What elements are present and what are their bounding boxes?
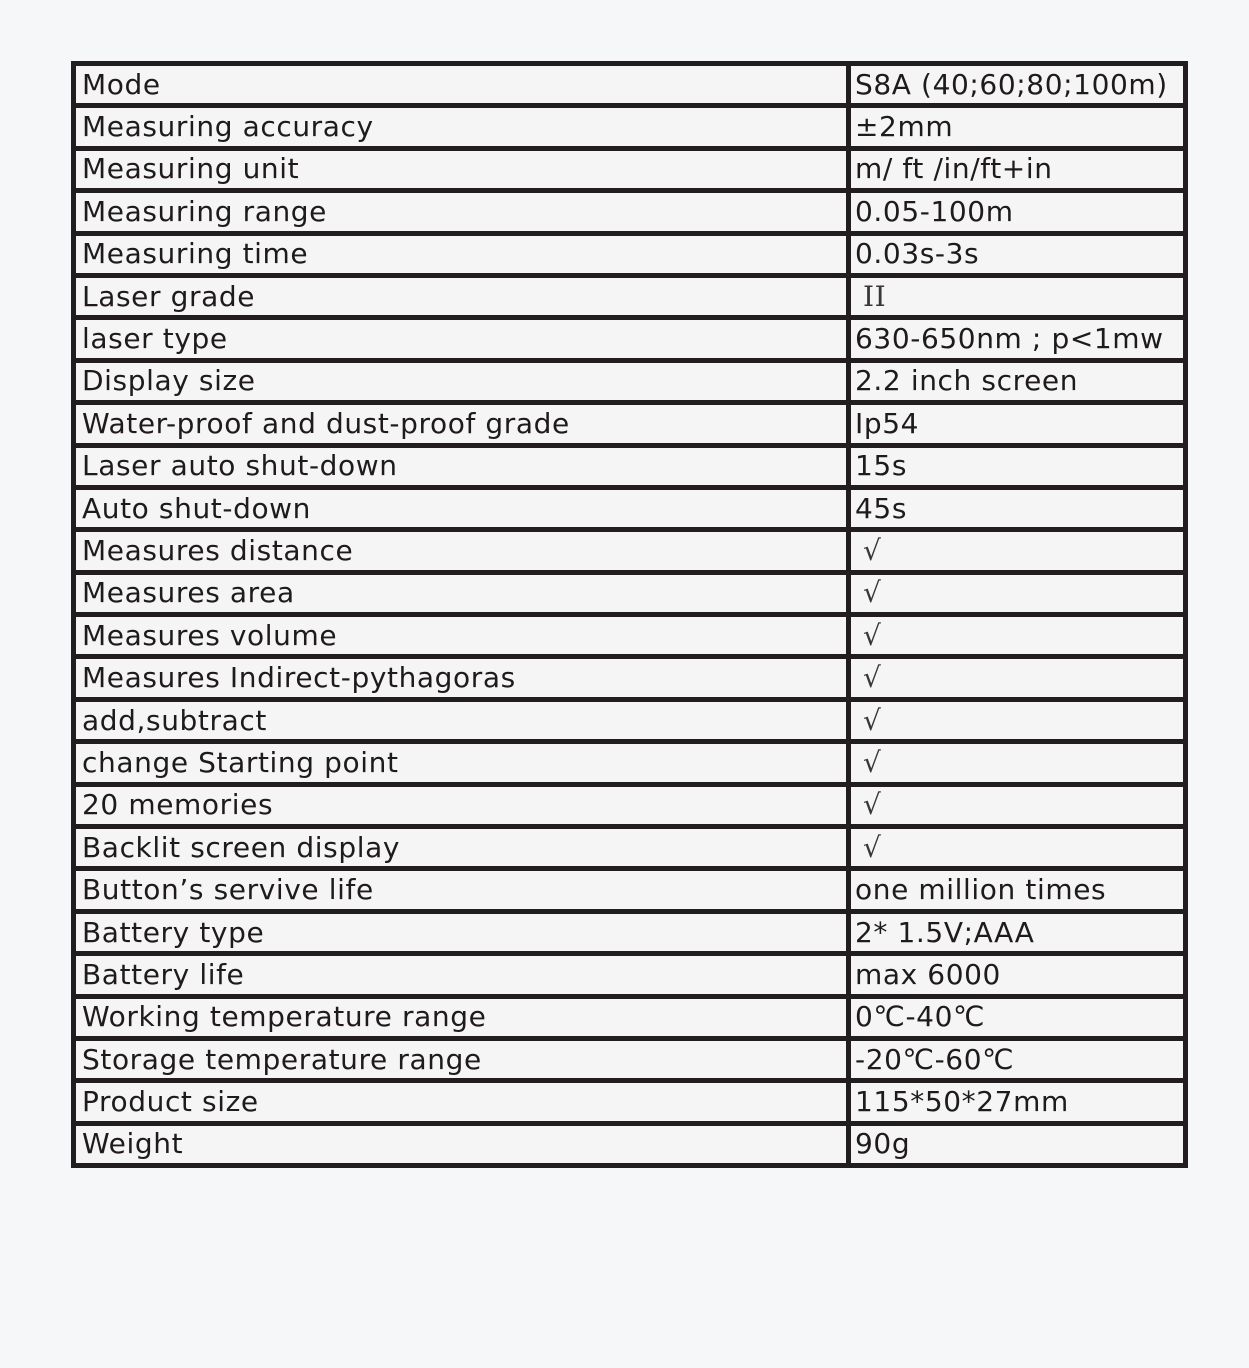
check-mark-icon: √: [849, 572, 1186, 614]
spec-label: 20 memories: [74, 784, 849, 826]
spec-table: [71, 61, 1188, 1168]
spec-value: m/ ft /in/ft+in: [849, 148, 1186, 190]
spec-label: Working temperature range: [74, 996, 849, 1038]
table-row: [74, 742, 1186, 784]
spec-label: Display size: [74, 360, 849, 402]
check-mark-icon: √: [849, 784, 1186, 826]
check-mark-icon: √: [849, 657, 1186, 699]
spec-label: Battery life: [74, 954, 849, 996]
table-row: [74, 954, 1186, 996]
check-mark-icon: √: [849, 530, 1186, 572]
spec-label: Measuring unit: [74, 148, 849, 190]
table-row: [74, 657, 1186, 699]
spec-label: Backlit screen display: [74, 827, 849, 869]
table-row: [74, 1081, 1186, 1123]
check-mark-icon: √: [849, 742, 1186, 784]
spec-label: Measuring range: [74, 191, 849, 233]
table-row: [74, 318, 1186, 360]
table-row: [74, 64, 1186, 106]
spec-value: 2* 1.5V;AAA: [849, 911, 1186, 953]
spec-label: Battery type: [74, 911, 849, 953]
table-row: [74, 403, 1186, 445]
spec-label: Measures volume: [74, 615, 849, 657]
table-row: [74, 360, 1186, 402]
table-row: [74, 530, 1186, 572]
spec-value: 0℃-40℃: [849, 996, 1186, 1038]
table-row: [74, 487, 1186, 529]
table-row: [74, 1038, 1186, 1080]
spec-value: Ip54: [849, 403, 1186, 445]
spec-value: 90g: [849, 1123, 1186, 1165]
table-row: [74, 996, 1186, 1038]
spec-label: Auto shut-down: [74, 487, 849, 529]
spec-label: Laser auto shut-down: [74, 445, 849, 487]
table-row: [74, 275, 1186, 317]
spec-label: Weight: [74, 1123, 849, 1165]
table-row: [74, 911, 1186, 953]
check-mark-icon: √: [849, 699, 1186, 741]
spec-value: 0.05-100m: [849, 191, 1186, 233]
spec-label: Measuring time: [74, 233, 849, 275]
table-row: [74, 699, 1186, 741]
table-row: [74, 233, 1186, 275]
spec-value: 45s: [849, 487, 1186, 529]
table-row: [74, 784, 1186, 826]
spec-label: laser type: [74, 318, 849, 360]
spec-value: 15s: [849, 445, 1186, 487]
table-row: [74, 869, 1186, 911]
table-row: [74, 827, 1186, 869]
spec-label: change Starting point: [74, 742, 849, 784]
spec-value: 115*50*27mm: [849, 1081, 1186, 1123]
table-row: [74, 1123, 1186, 1165]
check-mark-icon: √: [849, 615, 1186, 657]
spec-value: 630-650nm ; p<1mw: [849, 318, 1186, 360]
spec-value: one million times: [849, 869, 1186, 911]
spec-label: Product size: [74, 1081, 849, 1123]
spec-label: Water-proof and dust-proof grade: [74, 403, 849, 445]
spec-value: 2.2 inch screen: [849, 360, 1186, 402]
table-row: [74, 445, 1186, 487]
table-row: [74, 572, 1186, 614]
spec-value: S8A (40;60;80;100m): [849, 64, 1186, 106]
check-mark-icon: √: [849, 827, 1186, 869]
spec-value: ±2mm: [849, 106, 1186, 148]
spec-value: -20℃-60℃: [849, 1038, 1186, 1080]
spec-label: Measures distance: [74, 530, 849, 572]
spec-label: Mode: [74, 64, 849, 106]
table-row: [74, 148, 1186, 190]
spec-label: Measures area: [74, 572, 849, 614]
spec-label: Laser grade: [74, 275, 849, 317]
table-row: [74, 106, 1186, 148]
spec-label: Measuring accuracy: [74, 106, 849, 148]
spec-label: add,subtract: [74, 699, 849, 741]
spec-value: max 6000: [849, 954, 1186, 996]
spec-label: Measures Indirect-pythagoras: [74, 657, 849, 699]
spec-label: Storage temperature range: [74, 1038, 849, 1080]
spec-value: 0.03s-3s: [849, 233, 1186, 275]
table-row: [74, 191, 1186, 233]
spec-value: II: [849, 275, 1186, 317]
table-row: [74, 615, 1186, 657]
spec-label: Button’s servive life: [74, 869, 849, 911]
